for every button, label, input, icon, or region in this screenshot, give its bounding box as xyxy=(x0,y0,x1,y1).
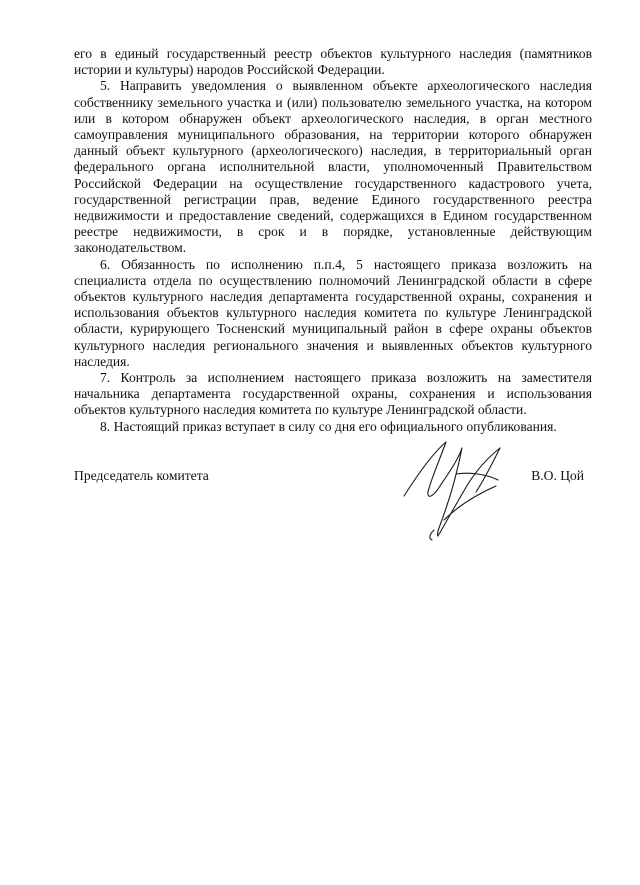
document-body xyxy=(74,46,592,435)
paragraph-6: 6. Обязанность по исполнению п.п.4, 5 настоящего приказа возложить на специалиста отдела по осуществлению полномочий Ленинградской области в сфере объектов культурного наследия департамента государственной охраны, сохранения и использования объектов культурного наследия комитета по культуре Ленинградской области, курирующего Тосненский муниципальный район в сфере охраны объектов культурного наследия регионального значения и выявленных объектов культурного наследия. xyxy=(74,256,592,369)
signer-title: Председатель комитета xyxy=(74,468,209,483)
paragraph-8: 8. Настоящий приказ вступает в силу со дня его официального опубликования. xyxy=(100,418,557,434)
paragraph-7: 7. Контроль за исполнением настоящего приказа возложить на заместителя начальника департамента государственной охраны, сохранения и использования объектов культурного наследия комитета по культуре Ленинградской области. xyxy=(74,370,592,418)
paragraph-5: 5. Направить уведомления о выявленном объекте археологического наследия собственнику земельного участка и (или) пользователю земельного участка, на котором или в котором обнаружен объект археологического наследия, в орган местного самоуправления муниципального образования, на территории которого обнаружен данный объект культурного (археологического) наследия, в территориальный орган федерального органа исполнительной власти, уполномоченный Правительством Российской Федерации на осуществление государственного кадастрового учета, государственной регистрации прав, ведение Единого государственного реестра недвижимости и предоставление сведений, содержащихся в Едином государственном реестре недвижимости, в срок и в порядке, установленные действующим законодательством. xyxy=(74,78,592,256)
signature-block xyxy=(74,468,592,558)
paragraph-continuation: его в единый государственный реестр объектов культурного наследия (памятников истории и культуры) народов Российской Федерации. xyxy=(74,46,592,78)
handwritten-signature-icon xyxy=(400,434,530,544)
signer-name: В.О. Цой xyxy=(531,468,584,483)
